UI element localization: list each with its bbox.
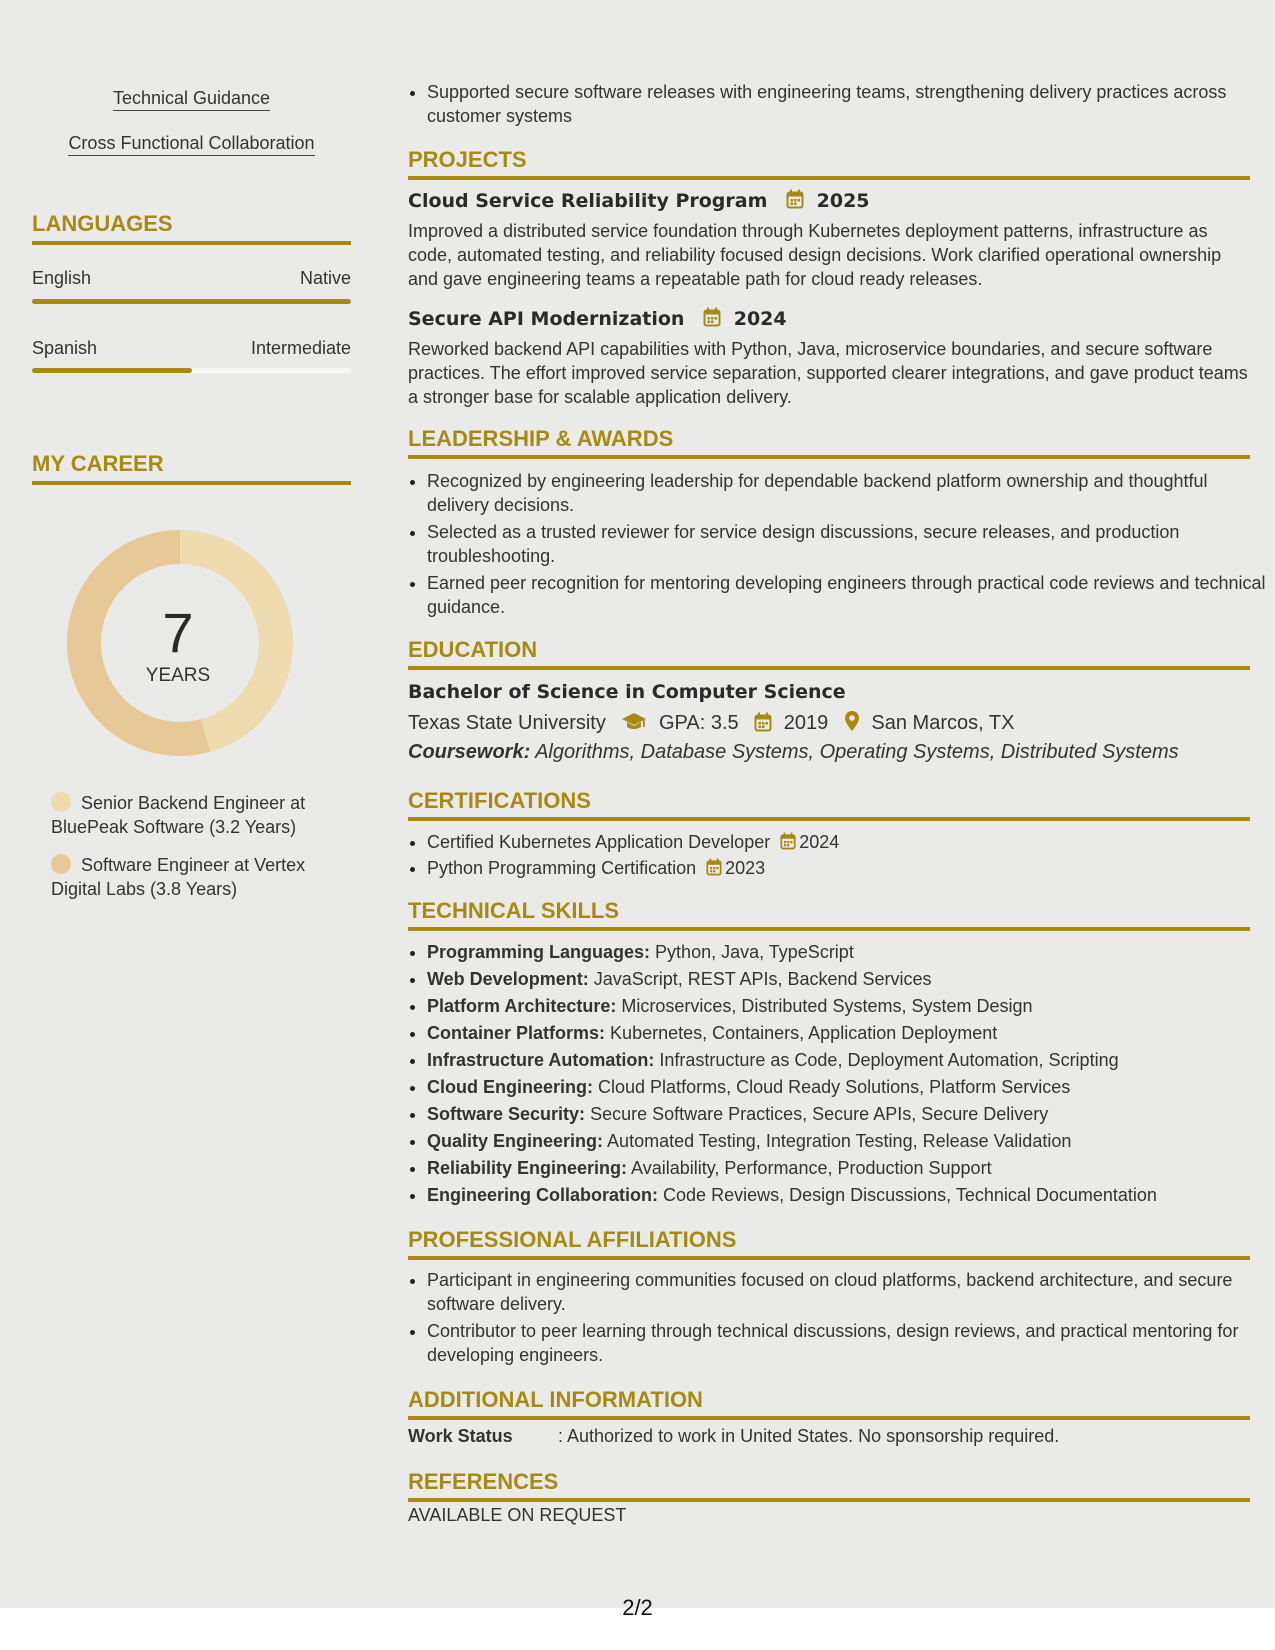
school-name: Texas State University xyxy=(408,712,606,734)
skill-row: • Software Security: Secure Software Practices, Secure APIs, Secure Delivery xyxy=(427,1102,1269,1126)
legend-dot xyxy=(51,792,71,812)
technical-skills-list xyxy=(408,940,1269,1210)
calendar-icon xyxy=(706,858,722,876)
list-item: • Participant in engineering communities focused on cloud platforms, backend architecture, and secure software delivery. xyxy=(427,1268,1269,1316)
language-row xyxy=(32,268,351,289)
certification-list xyxy=(408,830,1269,883)
language-bar-fill xyxy=(32,299,351,304)
language-level: Native xyxy=(299,268,351,288)
career-total-years: 7 xyxy=(162,601,194,664)
gpa: GPA: 3.5 xyxy=(658,712,739,734)
work-status-label: Work Status xyxy=(408,1426,513,1446)
languages-heading: LANGUAGES xyxy=(32,211,351,245)
graduation-cap-icon xyxy=(621,712,647,732)
project-year: 2024 xyxy=(733,308,787,330)
language-name: Spanish xyxy=(32,338,98,358)
list-item: • Selected as a trusted reviewer for service design discussions, secure releases, and production troubleshooting. xyxy=(427,520,1269,568)
skill-row: • Reliability Engineering: Availability, Performance, Production Support xyxy=(427,1156,1269,1180)
graduation-year: 2019 xyxy=(783,712,829,734)
language-bar xyxy=(32,299,351,304)
page-number: 2/2 xyxy=(622,1595,653,1620)
references-heading: REFERENCES xyxy=(408,1469,1250,1502)
skill-row: • Web Development: JavaScript, REST APIs, Backend Services xyxy=(427,967,1269,991)
list-item: • Certified Kubernetes Application Developer 2024 xyxy=(427,830,1269,854)
affiliations-list xyxy=(408,1268,1269,1370)
language-row xyxy=(32,338,351,359)
work-status-value: : Authorized to work in United States. No sponsorship required. xyxy=(558,1426,1060,1446)
leadership-heading: LEADERSHIP & AWARDS xyxy=(408,426,1250,459)
skill-row: • Container Platforms: Kubernetes, Containers, Application Deployment xyxy=(427,1021,1269,1045)
list-item: • Contributor to peer learning through technical discussions, design reviews, and practical mentoring for developing engineers. xyxy=(427,1319,1269,1367)
certifications-heading: CERTIFICATIONS xyxy=(408,788,1250,821)
project-title: Secure API Modernization 2024 xyxy=(408,308,787,330)
legend-dot xyxy=(51,854,71,874)
technical-skills-heading: TECHNICAL SKILLS xyxy=(408,898,1250,931)
calendar-icon xyxy=(703,307,721,327)
work-status-row xyxy=(408,1426,1059,1447)
projects-heading: PROJECTS xyxy=(408,147,1250,180)
list-item: • Supported secure software releases with engineering teams, strengthening delivery practices across customer systems xyxy=(427,80,1269,128)
skill-row: • Cloud Engineering: Cloud Platforms, Cloud Ready Solutions, Platform Services xyxy=(427,1075,1269,1099)
additional-info-heading: ADDITIONAL INFORMATION xyxy=(408,1387,1250,1420)
skill-row: • Infrastructure Automation: Infrastructure as Code, Deployment Automation, Scripting xyxy=(427,1048,1269,1072)
affiliations-heading: PROFESSIONAL AFFILIATIONS xyxy=(408,1227,1250,1260)
degree-title: Bachelor of Science in Computer Science xyxy=(408,681,846,703)
career-legend-item: Software Engineer at Vertex Digital Labs (3.8 Years) xyxy=(51,855,306,899)
calendar-icon xyxy=(754,712,772,732)
project-year: 2025 xyxy=(816,190,870,212)
skill-item: Cross Functional Collaboration xyxy=(32,133,351,154)
leadership-bullets xyxy=(408,469,1269,622)
career-heading: MY CAREER xyxy=(32,451,351,485)
education-heading: EDUCATION xyxy=(408,637,1250,670)
project-description: Improved a distributed service foundation through Kubernetes deployment patterns, infrastructure as code, automated testing, and reliability focused design decisions. Work clarified operational ownership and gave engineering teams a repeatable path for cloud ready releases. xyxy=(408,221,1222,289)
list-item: • Recognized by engineering leadership for dependable backend platform ownership and thoughtful delivery decisions. xyxy=(427,469,1269,517)
education-details xyxy=(408,710,1014,735)
list-item: • Python Programming Certification 2023 xyxy=(427,856,1269,880)
project-title: Cloud Service Reliability Program 2025 xyxy=(408,190,870,212)
career-years-label: YEARS xyxy=(145,665,211,686)
skill-row: • Engineering Collaboration: Code Reviews, Design Discussions, Technical Documentation xyxy=(427,1183,1269,1207)
skill-item: Technical Guidance xyxy=(32,88,351,109)
experience-bullets xyxy=(408,80,1269,131)
school-location: San Marcos, TX xyxy=(871,712,1015,734)
references-value: AVAILABLE ON REQUEST xyxy=(408,1505,627,1525)
calendar-icon xyxy=(780,832,796,850)
career-legend-item: Senior Backend Engineer at BluePeak Software (3.2 Years) xyxy=(51,793,306,837)
project-description: Reworked backend API capabilities with Python, Java, microservice boundaries, and secure software practices. The effort improved service separation, supported clearer integrations, and gave product teams a stronger base for scalable application delivery. xyxy=(408,339,1248,407)
language-level: Intermediate xyxy=(250,338,351,358)
skill-row: • Programming Languages: Python, Java, TypeScript xyxy=(427,940,1269,964)
coursework: Coursework: Algorithms, Database Systems, Operating Systems, Distributed Systems xyxy=(408,741,1179,763)
list-item: • Earned peer recognition for mentoring developing engineers through practical code reviews and technical guidance. xyxy=(427,571,1269,619)
language-name: English xyxy=(32,268,92,288)
calendar-icon xyxy=(786,189,804,209)
skill-row: • Quality Engineering: Automated Testing, Integration Testing, Release Validation xyxy=(427,1129,1269,1153)
language-bar-fill xyxy=(32,368,192,373)
language-bar xyxy=(32,368,351,373)
skill-row: • Platform Architecture: Microservices, Distributed Systems, System Design xyxy=(427,994,1269,1018)
location-pin-icon xyxy=(844,710,860,732)
